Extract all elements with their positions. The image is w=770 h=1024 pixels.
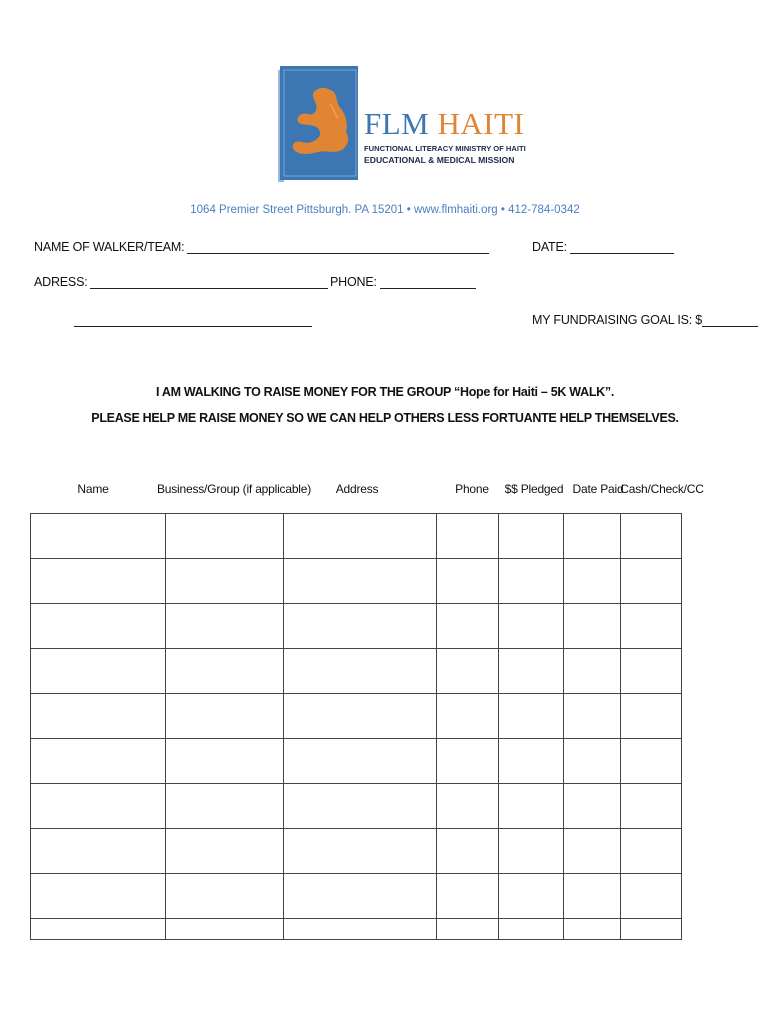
table-cell[interactable] [564, 919, 621, 940]
table-cell[interactable] [437, 784, 499, 829]
table-cell[interactable] [621, 919, 682, 940]
table-cell[interactable] [284, 649, 437, 694]
table-cell[interactable] [166, 874, 284, 919]
table-cell[interactable] [564, 694, 621, 739]
walker-team-line[interactable] [187, 242, 489, 254]
table-cell[interactable] [437, 649, 499, 694]
phone-label: PHONE: [330, 275, 377, 289]
table-cell[interactable] [564, 604, 621, 649]
table-cell[interactable] [284, 514, 437, 559]
table-cell[interactable] [284, 694, 437, 739]
table-cell[interactable] [499, 874, 564, 919]
phone-line[interactable] [380, 277, 476, 289]
table-cell[interactable] [437, 559, 499, 604]
column-header-pledged: $$ Pledged [504, 482, 564, 496]
table-cell[interactable] [284, 919, 437, 940]
table-cell[interactable] [621, 514, 682, 559]
table-cell[interactable] [621, 784, 682, 829]
table-cell[interactable] [437, 514, 499, 559]
table-cell[interactable] [499, 694, 564, 739]
table-cell[interactable] [166, 649, 284, 694]
table-cell[interactable] [284, 739, 437, 784]
table-cell[interactable] [437, 829, 499, 874]
table-cell[interactable] [166, 694, 284, 739]
logo-subtitle-1: FUNCTIONAL LITERACY MINISTRY OF HAITI [364, 144, 526, 153]
pledge-table-body [31, 514, 682, 940]
table-cell[interactable] [166, 739, 284, 784]
table-row [31, 874, 682, 919]
table-cell[interactable] [284, 784, 437, 829]
walk-message-line1: I AM WALKING TO RAISE MONEY FOR THE GROUP “Hope for Haiti – 5K WALK”. [155, 385, 615, 399]
address-field-2[interactable] [74, 313, 312, 327]
table-cell[interactable] [437, 919, 499, 940]
table-row [31, 604, 682, 649]
table-cell[interactable] [31, 559, 166, 604]
table-cell[interactable] [166, 559, 284, 604]
table-cell[interactable] [499, 604, 564, 649]
table-cell[interactable] [31, 829, 166, 874]
table-cell[interactable] [166, 604, 284, 649]
column-header-name: Name [77, 482, 109, 496]
table-cell[interactable] [284, 559, 437, 604]
table-cell[interactable] [621, 649, 682, 694]
table-cell[interactable] [621, 559, 682, 604]
walk-message-line2: PLEASE HELP ME RAISE MONEY SO WE CAN HELP OTHERS LESS FORTUANTE HELP THEMSELVES. [91, 411, 679, 425]
table-cell[interactable] [564, 829, 621, 874]
table-row [31, 739, 682, 784]
date-line[interactable] [570, 242, 674, 254]
table-cell[interactable] [621, 874, 682, 919]
table-row [31, 694, 682, 739]
fundraising-goal-field[interactable] [532, 313, 758, 327]
table-cell[interactable] [499, 514, 564, 559]
table-cell[interactable] [499, 829, 564, 874]
table-row [31, 784, 682, 829]
table-cell[interactable] [31, 919, 166, 940]
table-cell[interactable] [31, 874, 166, 919]
table-cell[interactable] [564, 649, 621, 694]
table-cell[interactable] [621, 829, 682, 874]
table-cell[interactable] [31, 514, 166, 559]
column-header-phone: Phone [455, 482, 489, 496]
logo-subtitle-2: EDUCATIONAL & MEDICAL MISSION [364, 155, 515, 165]
column-header-business: Business/Group (if applicable) [156, 482, 312, 496]
fundraising-goal-label: MY FUNDRAISING GOAL IS: $ [532, 313, 703, 327]
table-cell[interactable] [621, 739, 682, 784]
table-cell[interactable] [166, 784, 284, 829]
book-map-icon [276, 64, 366, 184]
table-row [31, 559, 682, 604]
table-cell[interactable] [564, 874, 621, 919]
table-cell[interactable] [166, 514, 284, 559]
column-header-payment-type: Cash/Check/CC [620, 482, 704, 496]
table-cell[interactable] [564, 514, 621, 559]
table-cell[interactable] [499, 784, 564, 829]
logo-title-haiti: HAITI [437, 106, 525, 141]
date-label: DATE: [532, 240, 567, 254]
table-cell[interactable] [499, 919, 564, 940]
table-cell[interactable] [437, 739, 499, 784]
table-cell[interactable] [31, 739, 166, 784]
logo-title [364, 108, 524, 139]
phone-field[interactable] [330, 275, 476, 289]
table-cell[interactable] [284, 874, 437, 919]
table-cell[interactable] [564, 739, 621, 784]
column-header-address: Address [335, 482, 379, 496]
table-cell[interactable] [621, 694, 682, 739]
table-cell[interactable] [437, 694, 499, 739]
table-cell[interactable] [31, 694, 166, 739]
table-cell[interactable] [564, 559, 621, 604]
table-cell[interactable] [499, 559, 564, 604]
table-row [31, 919, 682, 940]
table-cell[interactable] [31, 604, 166, 649]
pledge-table [30, 513, 682, 940]
address-label: ADRESS: [34, 275, 88, 289]
date-field[interactable] [532, 240, 674, 254]
table-cell[interactable] [31, 784, 166, 829]
table-row [31, 514, 682, 559]
table-cell[interactable] [437, 604, 499, 649]
walker-team-label: NAME OF WALKER/TEAM: [34, 240, 185, 254]
table-cell[interactable] [564, 784, 621, 829]
table-cell[interactable] [166, 919, 284, 940]
address-line-1[interactable] [90, 277, 328, 289]
table-cell[interactable] [31, 649, 166, 694]
flm-haiti-logo [276, 64, 526, 184]
address-field[interactable] [34, 275, 328, 289]
table-cell[interactable] [284, 604, 437, 649]
table-cell[interactable] [499, 649, 564, 694]
table-row [31, 829, 682, 874]
table-row [31, 649, 682, 694]
address-line-2[interactable] [74, 315, 312, 327]
table-cell[interactable] [499, 739, 564, 784]
walker-team-field[interactable] [34, 240, 489, 254]
column-header-date-paid: Date Paid [572, 482, 624, 496]
table-cell[interactable] [437, 874, 499, 919]
contact-line: 1064 Premier Street Pittsburgh. PA 15201 • www.flmhaiti.org • 412-784-0342 [190, 204, 580, 216]
fundraising-goal-line[interactable] [702, 315, 758, 327]
table-cell[interactable] [621, 604, 682, 649]
logo-title-flm: FLM [364, 106, 430, 141]
table-cell[interactable] [166, 829, 284, 874]
table-cell[interactable] [284, 829, 437, 874]
